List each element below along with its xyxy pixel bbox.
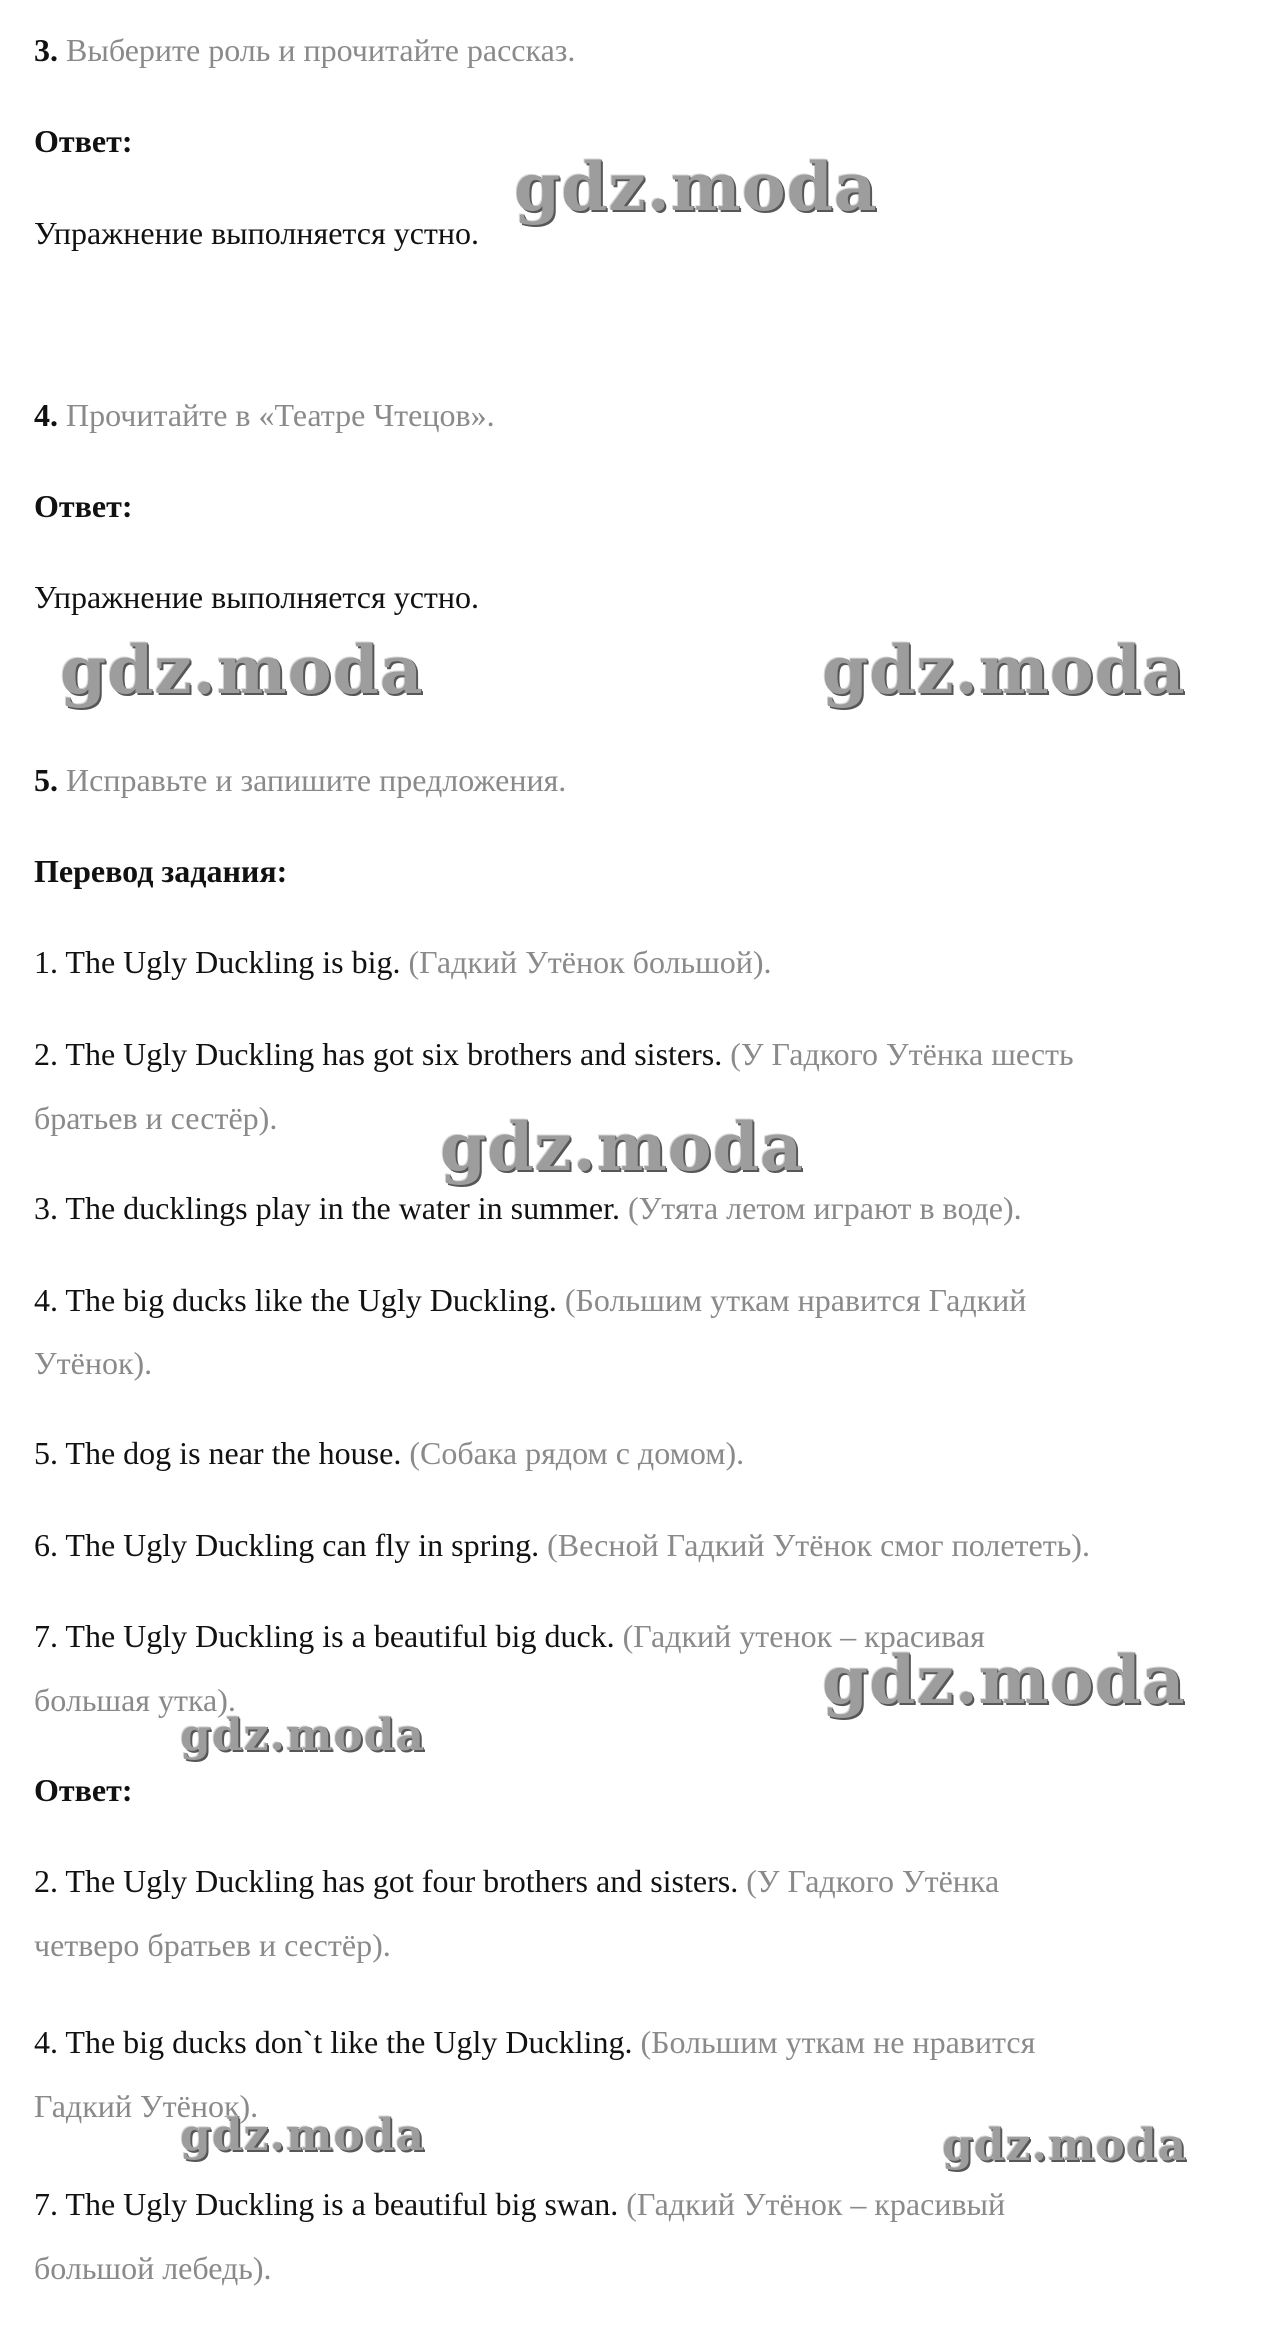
russian-translation-continued: большой лебедь).: [34, 2250, 272, 2286]
russian-translation: (Утята летом играют в воде).: [627, 1190, 1022, 1226]
russian-translation: (Гадкий Утёнок большой).: [408, 944, 772, 980]
task-text: Исправьте и запишите предложения.: [66, 762, 567, 798]
watermark-logo: gdz.moda: [514, 148, 878, 226]
russian-translation: (Гадкий утенок – красивая: [622, 1618, 985, 1654]
russian-translation: (Гадкий Утёнок – красивый: [626, 2186, 1006, 2222]
watermark-logo: gdz.moda: [180, 1710, 426, 1761]
translation-item: [34, 1525, 1090, 1565]
english-sentence: 2. The Ugly Duckling has got four brothers and sisters.: [34, 1863, 739, 1899]
answer-label: Ответ:: [34, 123, 133, 159]
watermark-logo: gdz.moda: [822, 1641, 1186, 1719]
translation-item: [34, 942, 772, 982]
task-number: 3.: [34, 32, 58, 68]
russian-translation-continued: четверо братьев и сестёр).: [34, 1927, 391, 1963]
russian-translation: (Большим уткам нравится Гадкий: [564, 1282, 1027, 1318]
english-sentence: 1. The Ugly Duckling is big.: [34, 944, 401, 980]
translation-item: [34, 1280, 1026, 1320]
answer-item: [34, 2022, 1035, 2062]
russian-translation: (У Гадкого Утёнка шесть: [730, 1036, 1074, 1072]
english-sentence: 4. The big ducks don`t like the Ugly Duckling.: [34, 2024, 633, 2060]
translation-item: [34, 1433, 744, 1473]
translation-item: [34, 1616, 985, 1656]
watermark-logo: gdz.moda: [60, 631, 424, 709]
english-sentence: 6. The Ugly Duckling can fly in spring.: [34, 1527, 540, 1563]
russian-translation-continued: Утёнок).: [34, 1345, 153, 1381]
english-sentence: 5. The dog is near the house.: [34, 1435, 402, 1471]
answer-text: Упражнение выполняется устно.: [34, 579, 479, 615]
answer-item: [34, 2184, 1005, 2224]
watermark-logo: gdz.moda: [180, 2110, 426, 2161]
translation-item: [34, 1188, 1022, 1228]
answer-item: [34, 1861, 999, 1901]
task-text: Прочитайте в «Театре Чтецов».: [66, 397, 495, 433]
watermark-logo: gdz.moda: [822, 631, 1186, 709]
russian-translation-continued: Гадкий Утёнок).: [34, 2088, 259, 2124]
russian-translation: (Собака рядом с домом).: [409, 1435, 745, 1471]
task-number: 4.: [34, 397, 58, 433]
english-sentence: 4. The big ducks like the Ugly Duckling.: [34, 1282, 557, 1318]
task-number: 5.: [34, 762, 58, 798]
russian-translation: (Весной Гадкий Утёнок смог полететь).: [547, 1527, 1090, 1563]
translation-label: Перевод задания:: [34, 853, 288, 889]
english-sentence: 7. The Ugly Duckling is a beautiful big duck.: [34, 1618, 615, 1654]
translation-item: [34, 1034, 1074, 1074]
russian-translation: (У Гадкого Утёнка: [746, 1863, 1000, 1899]
russian-translation-continued: братьев и сестёр).: [34, 1100, 278, 1136]
russian-translation-continued: большая утка).: [34, 1682, 236, 1718]
english-sentence: 7. The Ugly Duckling is a beautiful big swan.: [34, 2186, 619, 2222]
answer-label: Ответ:: [34, 488, 133, 524]
answer-text: Упражнение выполняется устно.: [34, 215, 479, 251]
task-3-heading: [34, 30, 575, 70]
english-sentence: 2. The Ugly Duckling has got six brothers and sisters.: [34, 1036, 723, 1072]
task-5-heading: [34, 760, 566, 800]
watermark-logo: gdz.moda: [440, 1108, 804, 1186]
answer-label: Ответ:: [34, 1772, 133, 1808]
watermark-logo: gdz.moda: [942, 2120, 1188, 2171]
russian-translation: (Большим уткам не нравится: [640, 2024, 1036, 2060]
task-4-heading: [34, 395, 495, 435]
task-text: Выберите роль и прочитайте рассказ.: [66, 32, 576, 68]
english-sentence: 3. The ducklings play in the water in summer.: [34, 1190, 620, 1226]
